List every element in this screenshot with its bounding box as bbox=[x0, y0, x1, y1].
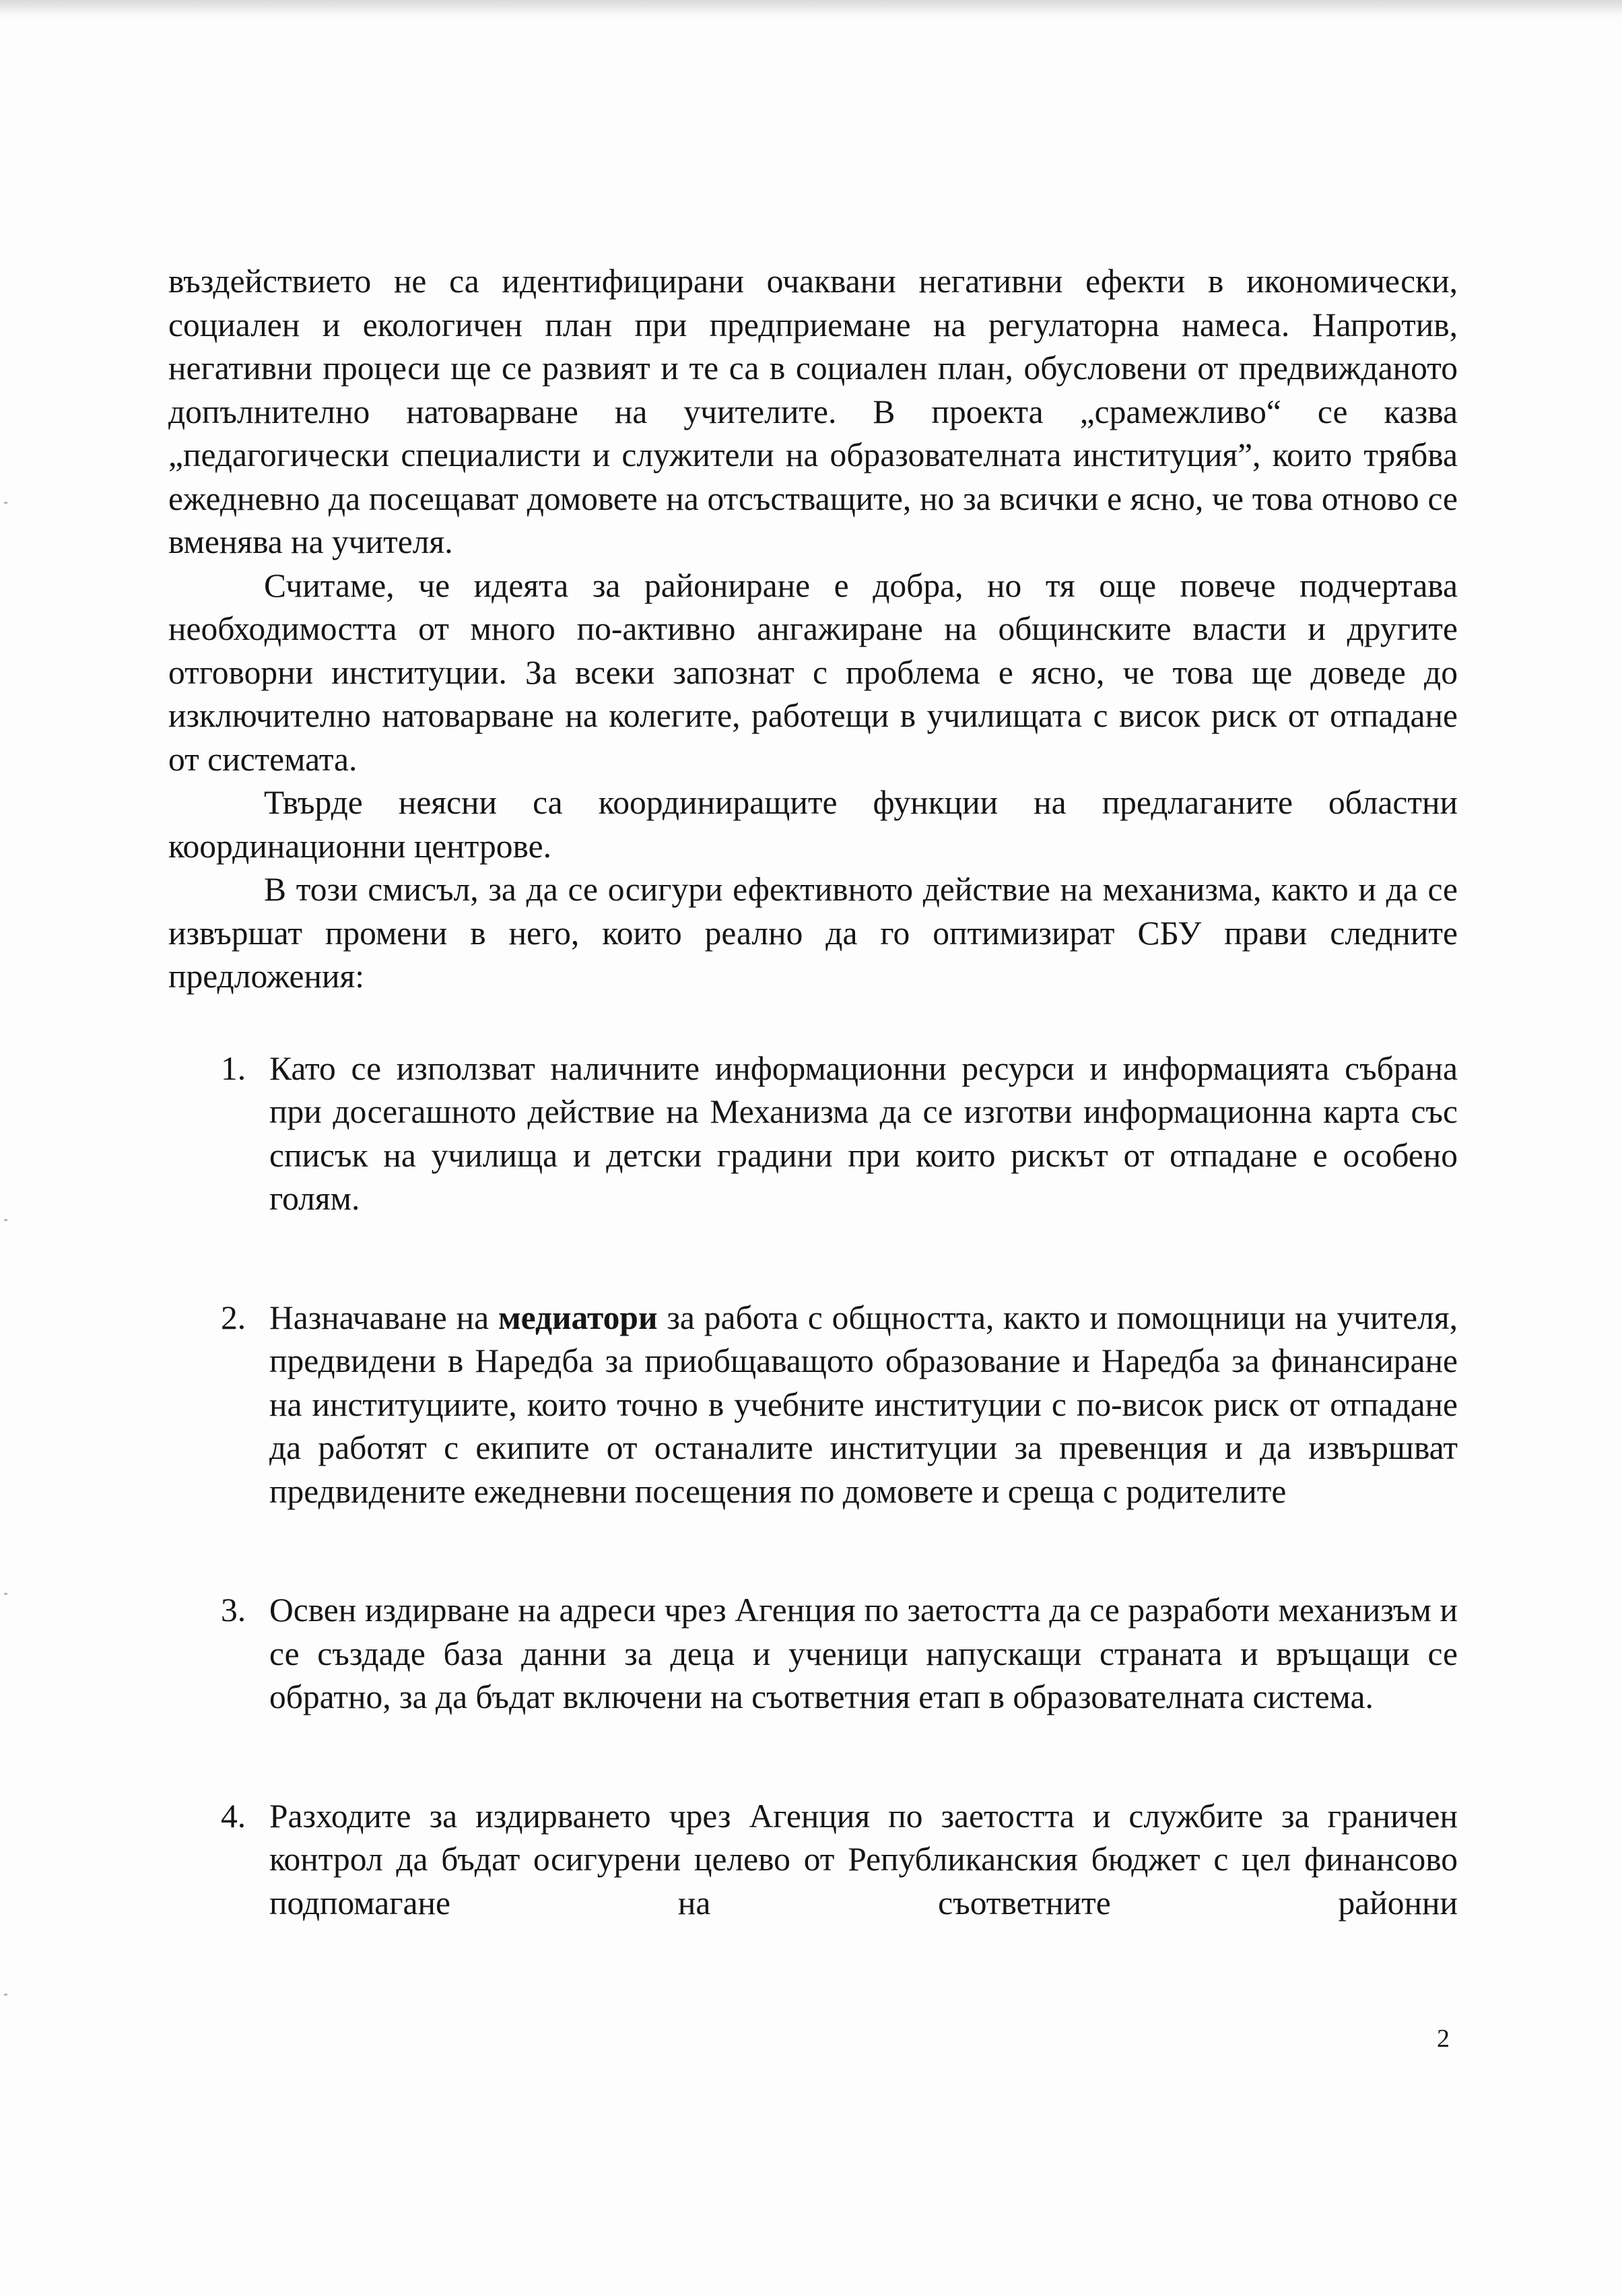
paragraph-proposals-intro: В този смисъл, за да се осигури ефективното действие на механизма, както и да се извършат промени в него, които реално да го оптимизират СБУ прави следните предложения: bbox=[168, 871, 1458, 995]
paragraph-zoning: Считаме, че идеята за райониране е добра, но тя още повече подчертава необходимостта от много по-активно ангажиране на общинските власти и другите отговорни институции. За всеки запознат с проблема е ясно, че това ще доведе до изключително натоварване на колегите, работещи в училищата с висок риск от отпадане от системата. bbox=[168, 566, 1458, 778]
scan-margin-mark bbox=[4, 1593, 7, 1595]
list-item bbox=[168, 1795, 1458, 1926]
list-item-number: 4. bbox=[221, 1797, 246, 1835]
page-number: 2 bbox=[1437, 2025, 1450, 2053]
list-item-number: 3. bbox=[221, 1592, 246, 1629]
scan-margin-mark bbox=[4, 1994, 7, 1996]
paragraph-coordination: Твърде неясни са координиращите функции на предлаганите областни координационни центрове. bbox=[168, 784, 1458, 865]
scan-margin-mark bbox=[4, 1219, 7, 1221]
list-item bbox=[168, 1297, 1458, 1514]
scan-top-edge bbox=[0, 0, 1622, 19]
list-item-text: Разходите за издирването чрез Агенция по заетостта и службите за граничен контрол да бъдат осигурени целево от Републиканския бюджет с цел финансово подпомагане на съответните районни bbox=[269, 1797, 1458, 1922]
list-item-text: Освен издирване на адреси чрез Агенция по заетостта да се разработи механизъм и се създаде база данни за деца и ученици напускащи страната и връщащи се обратно, за да бъдат включени на съответния етап в образователната система. bbox=[269, 1592, 1458, 1715]
list-item-number: 2. bbox=[221, 1299, 246, 1336]
proposals-list bbox=[168, 1047, 1458, 1926]
list-item-text bbox=[269, 1297, 1458, 1514]
list-item bbox=[168, 1589, 1458, 1719]
list-item-number: 1. bbox=[221, 1049, 246, 1087]
bold-term-mediators: медиатори bbox=[498, 1299, 658, 1336]
list-item bbox=[168, 1047, 1458, 1221]
list-item-text-start: Назначаване на bbox=[269, 1299, 498, 1336]
scan-margin-mark bbox=[4, 502, 7, 504]
list-item-text: Като се използват наличните информационни ресурси и информацията събрана при досегашното действие на Механизма да се изготви информационна карта със списък на училища и детски градини при които рискът от отпадане е особено голям. bbox=[269, 1049, 1458, 1217]
list-item-text-end: за работа с общността, както и помощници на учителя, предвидени в Наредба за приобщаващото образование и Наредба за финансиране на институциите, които точно в учебните институции с по-висок риск от отпадане да работят с екипите от останалите институции за превенция и да извършват предвидените ежедневни посещения по домовете и среща с родителите bbox=[269, 1299, 1458, 1510]
document-body bbox=[168, 260, 1458, 1925]
paragraph-impact: въздействието не са идентифицирани очаквани негативни ефекти в икономически, социален и екологичен план при предприемане на регулаторна намеса. Напротив, негативни процеси ще се развият и те са в социален план, обусловени от предвижданото допълнително натоварване на учителите. В проекта „срамежливо“ се казва „педагогически специалисти и служители на образователната институция”, които трябва ежедневно да посещават домовете на отсъстващите, но за всички е ясно, че това отново се вменява на учителя. bbox=[168, 263, 1458, 560]
